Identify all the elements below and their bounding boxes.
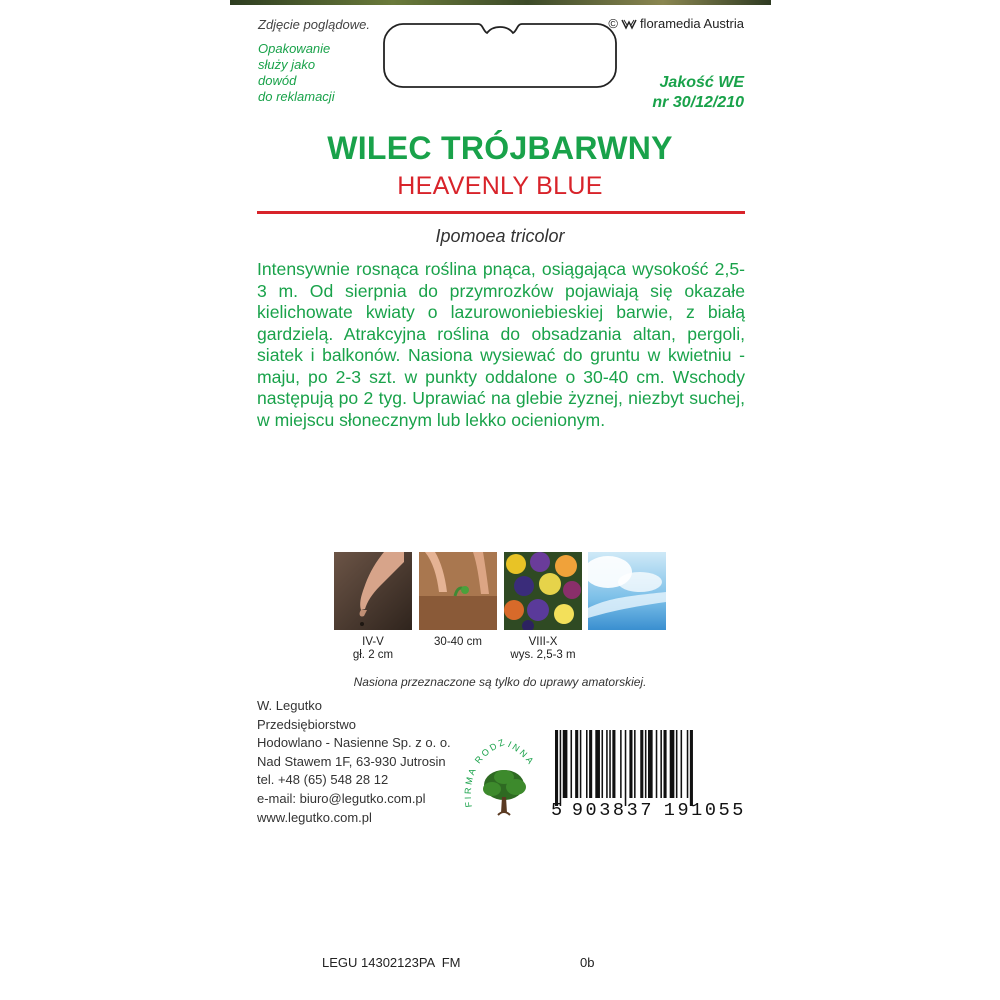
barcode-bar (620, 730, 622, 798)
flowering-label (500, 636, 586, 662)
company-phone: tel. +48 (65) 548 28 12 (257, 772, 389, 788)
plant-height: wys. 2,5-3 m (510, 649, 576, 661)
sowing-label (334, 636, 412, 662)
company-website: www.legutko.com.pl (257, 809, 372, 825)
copyright-symbol: © (608, 16, 618, 31)
packaging-note-line: służy jako (258, 57, 316, 72)
barcode-bar (634, 730, 636, 798)
barcode-bar (589, 730, 592, 798)
amateur-use-note: Nasiona przeznaczone są tylko do uprawy amatorskiej. (353, 675, 647, 689)
product-description: Intensywnie rosnąca roślina pnąca, osiągająca wysokość 2,5-3 m. Od sierpnia do przymrozków pojawiają się okazałe kielichowate kwiaty o lazurowoniebieskiej barwie, z białą gardzielą. Atrakcyjna roślina do obsadzania altan, pergoli, siatek i balkonów. Nasiona wysiewać do gruntu w kwietniu - maju, po 2-3 szt. w punkty oddalone o 30-40 cm. Wschody następują po 2 tyg. Uprawiać na glebie żyznej, niezbyt suchej, w miejscu słonecznym lub lekko ocienionym. (257, 259, 745, 430)
family-company-seal (462, 735, 546, 827)
variety-name: HEAVENLY BLUE (397, 172, 603, 200)
credit-text: floramedia Austria (639, 16, 744, 31)
packaging-note (258, 41, 368, 105)
barcode-bar (664, 730, 667, 798)
barcode-bar (681, 730, 683, 798)
company-email: e-mail: biuro@legutko.com.pl (257, 790, 426, 806)
barcode-bar (640, 730, 643, 798)
packaging-note-line: do reklamacji (258, 89, 335, 104)
sun-icon (588, 552, 666, 630)
barcode-bar (612, 730, 615, 798)
tree-icon (483, 770, 526, 815)
latin-name: Ipomoea tricolor (435, 226, 565, 246)
company-name: W. Legutko (257, 698, 323, 713)
barcode-bar (670, 730, 675, 798)
barcode-bar (629, 730, 632, 798)
barcode-bar (625, 730, 627, 806)
barcode-first-digit: 5 (551, 800, 563, 821)
barcode-bar (648, 730, 653, 798)
barcode-bar (656, 730, 658, 798)
divider-line (257, 211, 745, 214)
sowing-months: IV-V (362, 636, 384, 648)
barcode-bar (571, 730, 573, 798)
flowering-months: VIII-X (528, 636, 558, 648)
barcode-bar (563, 730, 568, 798)
hang-tab-cutout (383, 23, 617, 88)
batch-code: 0b (580, 955, 595, 970)
seal-text-path: FIRMA RODZINNA (462, 736, 537, 808)
barcode-bar (660, 730, 662, 798)
spacing-distance: 30-40 cm (434, 636, 482, 648)
quality-number: nr 30/12/210 (652, 94, 744, 111)
quality-line: Jakość WE (659, 74, 744, 91)
barcode-bar (690, 730, 693, 806)
barcode-number (551, 800, 746, 821)
barcode-bar (595, 730, 600, 798)
barcode-bar (586, 730, 588, 798)
sowing-depth: gł. 2 cm (352, 649, 394, 661)
barcode-left-group: 903837 (571, 800, 655, 821)
packaging-note-line: dowód (258, 73, 297, 88)
preview-note: Zdjęcie poglądowe. (258, 17, 371, 32)
product-code: LEGU 14302123PA FM (322, 955, 461, 970)
barcode-bar (606, 730, 608, 798)
quality-certificate (652, 73, 744, 113)
barcode-bar (602, 730, 604, 798)
barcode-bar (609, 730, 611, 798)
barcode-bar (560, 730, 562, 806)
company-street: Nad Stawem 1F, 63-930 Jutrosin (257, 753, 446, 769)
barcode-bar (645, 730, 647, 798)
barcode-bar (575, 730, 578, 798)
packaging-note-line: Opakowanie (258, 41, 331, 56)
product-name: WILEC TRÓJBARWNY (327, 130, 673, 166)
top-photo-strip (230, 0, 771, 5)
spacing-label (419, 636, 497, 649)
barcode-bar (580, 730, 582, 798)
barcode-bar (676, 730, 678, 798)
photo-credit (608, 16, 744, 31)
floramedia-logo-icon (621, 18, 637, 30)
spacing-icon (419, 552, 497, 630)
barcode-bar (687, 730, 689, 798)
company-line: Przedsiębiorstwo (257, 716, 356, 732)
barcode-bar (555, 730, 558, 806)
company-address (257, 697, 451, 827)
sowing-icon (334, 552, 412, 630)
company-line: Hodowlano - Nasienne Sp. z o. o. (257, 735, 451, 751)
barcode-right-group: 191055 (663, 800, 746, 821)
flowering-icon (504, 552, 582, 630)
